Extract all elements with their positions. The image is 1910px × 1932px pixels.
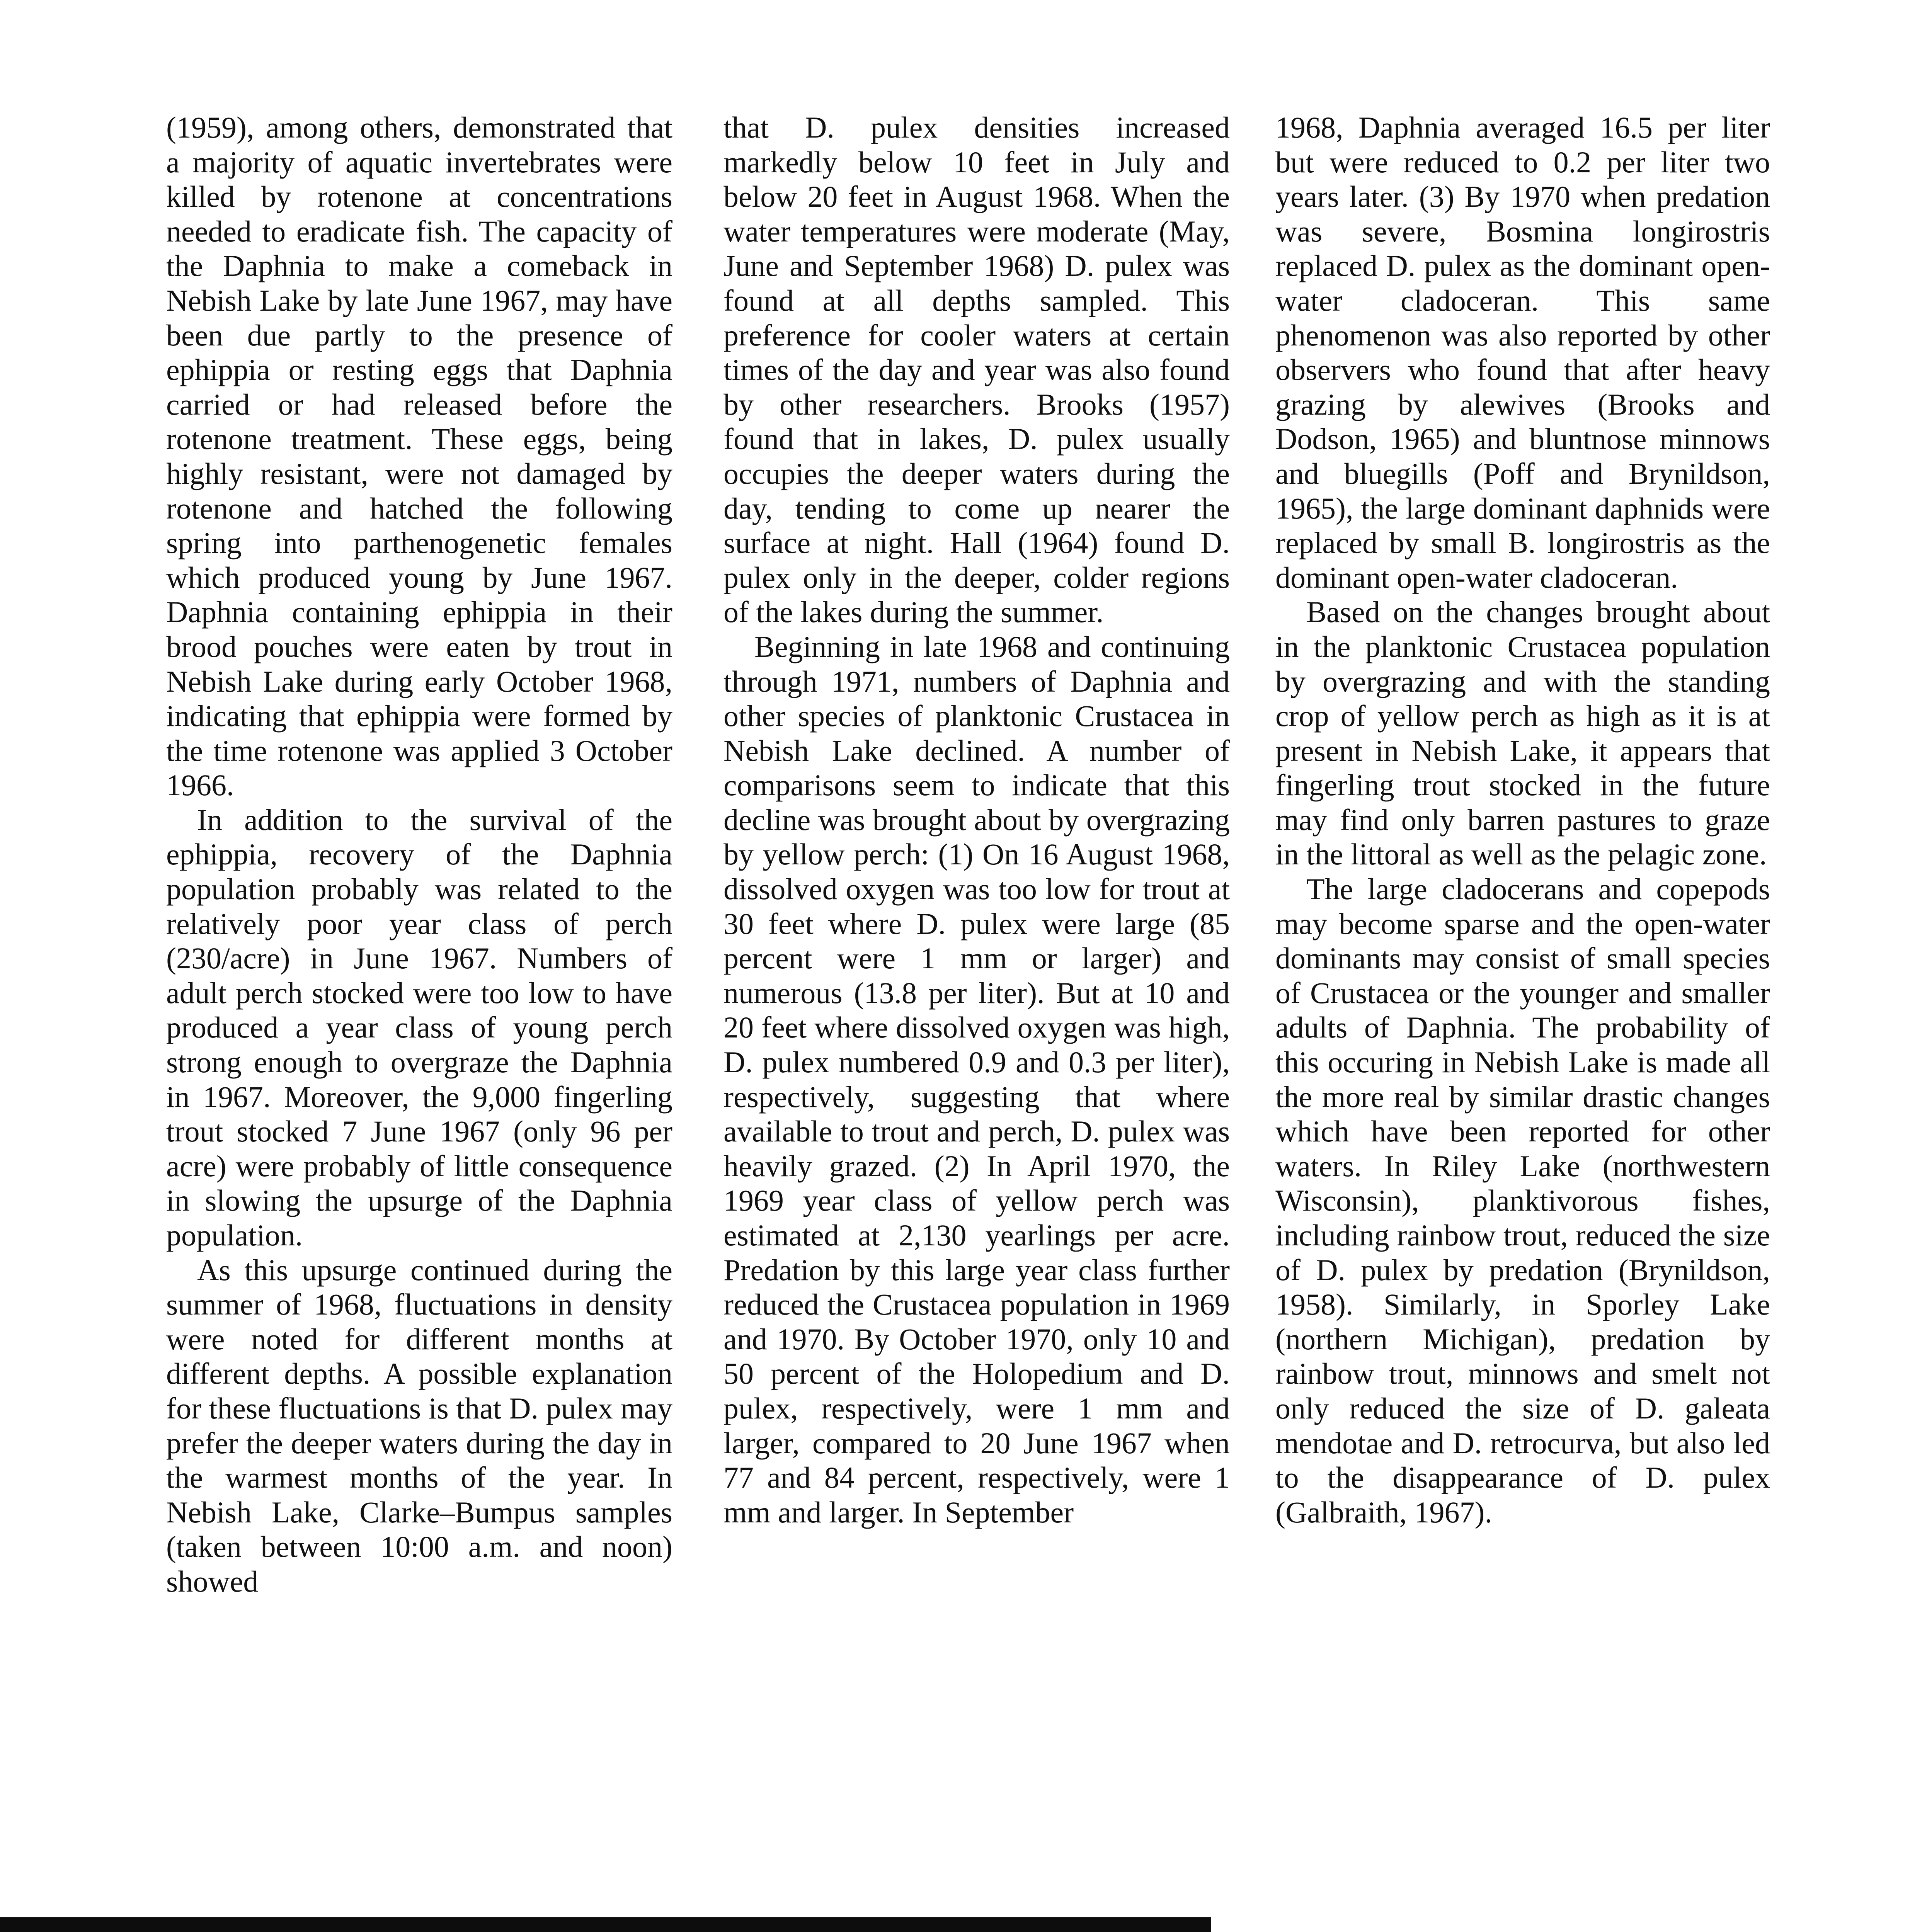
text-column-1 bbox=[166, 110, 672, 1599]
paragraph: that D. pulex densities increased markedly below 10 feet in July and below 20 feet in August 1968. When the water temperatures were moderate (May, June and September 1968) D. pulex was found at all depths sampled. This preference for cooler waters at certain times of the day and year was also found by other researchers. Brooks (1957) found that in lakes, D. pulex usually occupies the deeper waters during the day, tending to come up nearer the surface at night. Hall (1964) found D. pulex only in the deeper, colder regions of the lakes during the summer. bbox=[723, 111, 1230, 629]
text-column-2 bbox=[723, 110, 1230, 1529]
paragraph: In addition to the survival of the ephippia, recovery of the Daphnia population probably was related to the relatively poor year class of perch (230/acre) in June 1967. Numbers of adult perch stocked were too low to have produced a year class of young perch strong enough to overgraze the Daphnia in 1967. Moreover, the 9,000 fingerling trout stocked 7 June 1967 (only 96 per acre) were probably of little consequence in slowing the upsurge of the Daphnia population. bbox=[166, 803, 672, 1252]
paragraph: 1968, Daphnia averaged 16.5 per liter but were reduced to 0.2 per liter two years later. (3) By 1970 when predation was severe, Bosmina longirostris replaced D. pulex as the dominant open-water cladoceran. This same phenomenon was also reported by other observers who found that after heavy grazing by alewives (Brooks and Dodson, 1965) and bluntnose minnows and bluegills (Poff and Brynildson, 1965), the large dominant daphnids were replaced by small B. longirostris as the dominant open-water cladoceran. bbox=[1275, 111, 1770, 594]
paragraph: Beginning in late 1968 and continuing through 1971, numbers of Daphnia and other species of planktonic Crustacea in Nebish Lake declined. A number of comparisons seem to indicate that this decline was brought about by overgrazing by yellow perch: (1) On 16 August 1968, dissolved oxygen was too low for trout at 30 feet where D. pulex were large (85 percent were 1 mm or larger) and numerous (13.8 per liter). But at 10 and 20 feet where dissolved oxygen was high, D. pulex numbered 0.9 and 0.3 per liter), respectively, suggesting that where available to trout and perch, D. pulex was heavily grazed. (2) In April 1970, the 1969 year class of yellow perch was estimated at 2,130 yearlings per acre. Predation by this large year class further reduced the Crustacea population in 1969 and 1970. By October 1970, only 10 and 50 percent of the Holopedium and D. pulex, respectively, were 1 mm and larger, compared to 20 June 1967 when 77 and 84 percent, respectively, were 1 mm and larger. In September bbox=[723, 629, 1230, 1529]
section-heading-frame bbox=[0, 1917, 1211, 1932]
text-column-3 bbox=[1275, 110, 1770, 1529]
paragraph: (1959), among others, demonstrated that a majority of aquatic invertebrates were killed by rotenone at concentrations needed to eradicate fish. The capacity of the Daphnia to make a comeback in Nebish Lake by late June 1967, may have been due partly to the presence of ephippia or resting eggs that Daphnia carried or had released before the rotenone treatment. These eggs, being highly resistant, were not damaged by rotenone and hatched the following spring into parthenogenetic females which produced young by June 1967. Daphnia containing ephippia in their brood pouches were eaten by trout in Nebish Lake during early October 1968, indicating that ephippia were formed by the time rotenone was applied 3 October 1966. bbox=[166, 111, 672, 802]
paragraph: The large cladocerans and copepods may become sparse and the open-water dominants may consist of small species of Crustacea or the younger and smaller adults of Daphnia. The probability of this occuring in Nebish Lake is made all the more real by similar drastic changes which have been reported for other waters. In Riley Lake (northwestern Wisconsin), planktivorous fishes, including rainbow trout, reduced the size of D. pulex by predation (Brynildson, 1958). Similarly, in Sporley Lake (northern Michigan), predation by rainbow trout, minnows and smelt not only reduced the size of D. galeata mendotae and D. retrocurva, but also led to the disappearance of D. pulex (Galbraith, 1967). bbox=[1275, 872, 1770, 1529]
paragraph: As this upsurge continued during the summer of 1968, fluctuations in density were noted for different months at different depths. A possible explanation for these fluctuations is that D. pulex may prefer the deeper waters during the day in the warmest months of the year. In Nebish Lake, Clarke–Bumpus samples (taken between 10:00 a.m. and noon) showed bbox=[166, 1253, 672, 1598]
paragraph: Based on the changes brought about in the planktonic Crustacea population by overgrazing and with the standing crop of yellow perch as high as it is at present in Nebish Lake, it appears that fingerling trout stocked in the future may find only barren pastures to graze in the littoral as well as the pelagic zone. bbox=[1275, 595, 1770, 871]
